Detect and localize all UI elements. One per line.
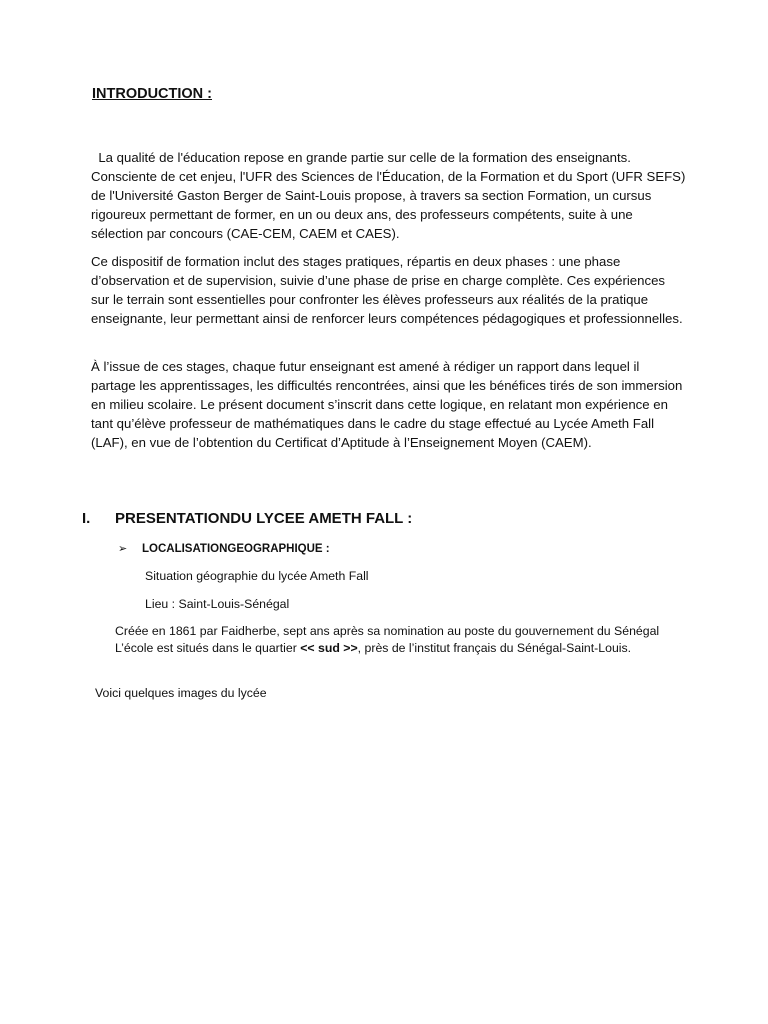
section-title: PRESENTATIONDU LYCEE AMETH FALL : — [115, 510, 413, 527]
introduction-title: INTRODUCTION : — [92, 86, 213, 102]
section-number: I. — [82, 510, 91, 527]
situation-line: Situation géographie du lycée Ameth Fall — [145, 569, 369, 583]
creation-paragraph — [115, 623, 675, 657]
localisation-label: LOCALISATIONGEOGRAPHIQUE : — [142, 542, 330, 555]
intro-paragraph-1: La qualité de l'éducation repose en grande partie sur celle de la formation des enseignants. Consciente de cet enjeu, l'UFR des Sciences de l'Éducation, de la Formation et du Sport (UFR SEFS) de l'Université Gaston Berger de Saint-Louis propose, à travers sa section Formation, un cursus rigoureux permettant de former, en un ou deux ans, des professeurs compétents, suite à une sélection par concours (CAE-CEM, CAEM et CAES). — [91, 150, 686, 241]
intro-paragraph-3: À l’issue de ces stages, chaque futur enseignant est amené à rédiger un rapport dans lequel il partage les apprentissages, les difficultés rencontrées, ainsi que les bénéfices tirés de son immersion en milieu scolaire. Le présent document s’inscrit dans cette logique, en relatant mon expérience en tant qu’élève professeur de mathématiques dans le cadre du stage effectué au Lycée Ameth Fall (LAF), en vue de l’obtention du Certificat d’Aptitude à l’Enseignement Moyen (CAEM). — [91, 359, 683, 450]
creation-text-start: Créée en 1861 par Faidherbe, sept ans après sa nomination au poste du gouvernement du Sénégal L’école est situés dans le quartier — [115, 624, 660, 655]
images-intro-line: Voici quelques images du lycée — [95, 686, 267, 700]
section-heading — [82, 510, 412, 527]
quartier-name: << sud >> — [300, 641, 358, 655]
lieu-line: Lieu : Saint-Louis-Sénégal — [145, 597, 290, 611]
intro-paragraph-2: Ce dispositif de formation inclut des stages pratiques, répartis en deux phases : une phase d’observation et de supervision, suivie d’une phase de prise en charge complète. Ces expériences sur le terrain sont essentielles pour confronter les élèves professeurs aux réalités de la pratique enseignante, leur permettant ainsi de renforcer leurs compétences pédagogiques et professionnelles. — [91, 254, 683, 326]
localisation-bullet — [118, 542, 330, 555]
arrow-bullet-icon: ➢ — [118, 543, 128, 555]
creation-text-end: , près de l’institut français du Sénégal-Saint-Louis. — [357, 641, 632, 655]
